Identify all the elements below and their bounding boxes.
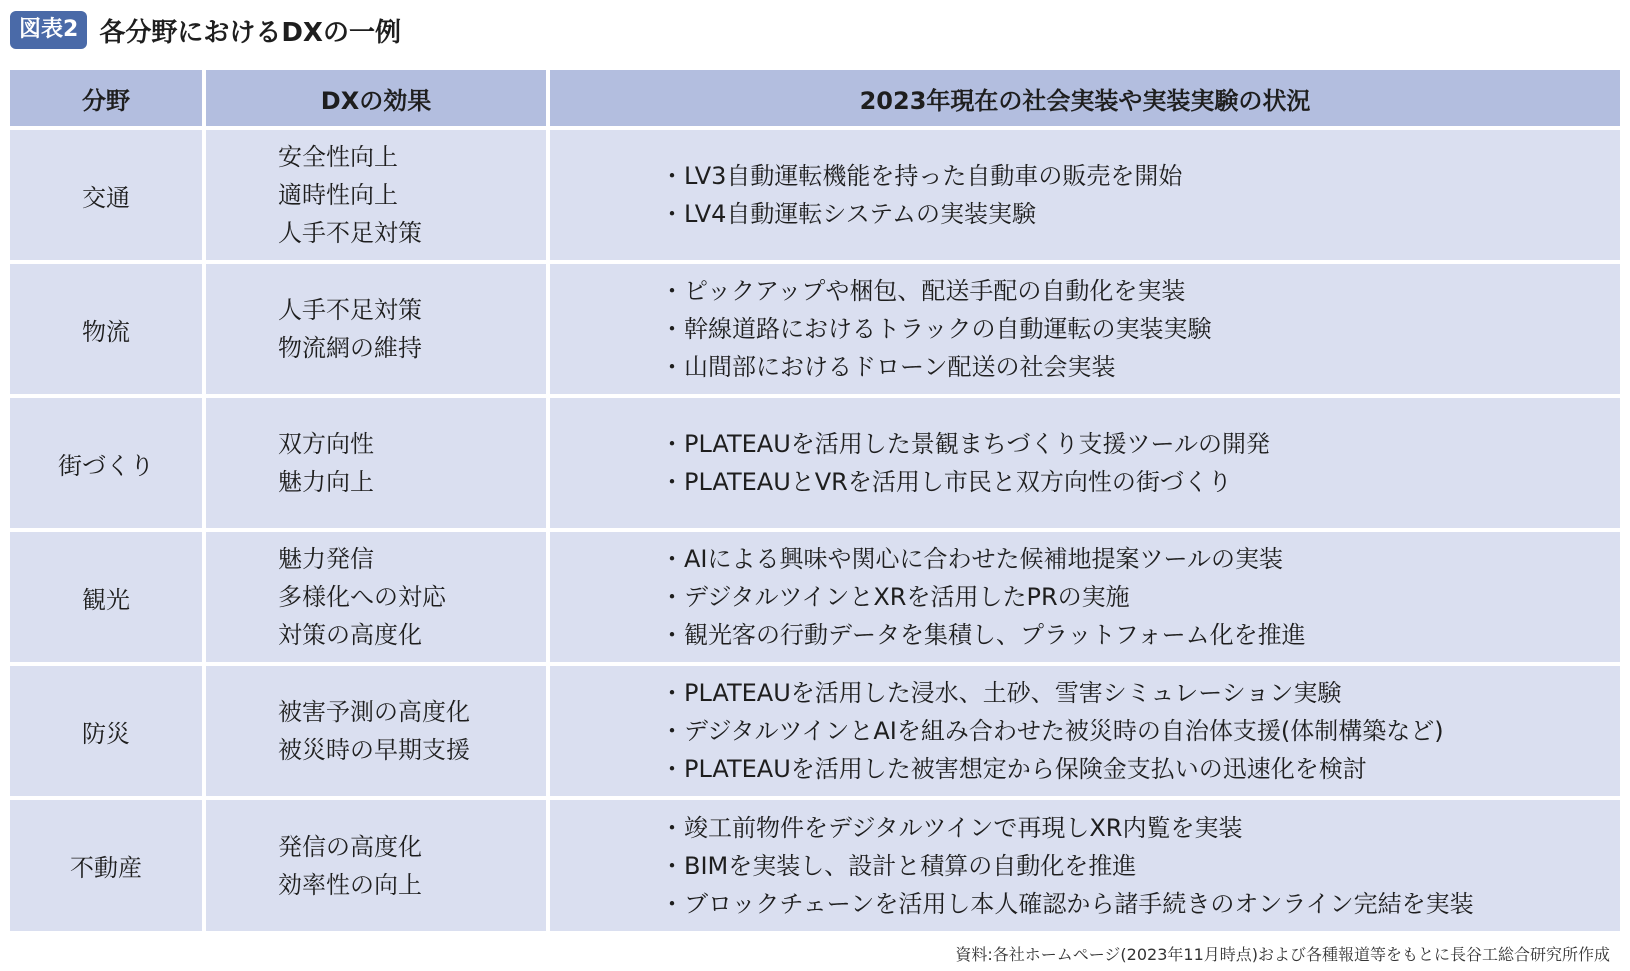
table-row bbox=[10, 532, 1620, 666]
field-cell: 物流 bbox=[10, 264, 206, 398]
status-item: ・ピックアップや梱包、配送手配の自動化を実装 bbox=[660, 277, 1186, 305]
status-cell bbox=[550, 800, 1620, 931]
status-cell bbox=[550, 666, 1620, 800]
status-item: ・ブロックチェーンを活用し本人確認から諸手続きのオンライン完結を実装 bbox=[660, 889, 1474, 918]
header-field: 分野 bbox=[10, 70, 206, 130]
table-row bbox=[10, 398, 1620, 532]
status-item: ・BIMを実装し、設計と積算の自動化を推進 bbox=[660, 851, 1137, 880]
header-status: 2023年現在の社会実装や実装実験の状況 bbox=[550, 70, 1620, 130]
table-row bbox=[10, 666, 1620, 800]
status-item: ・LV3自動運転機能を持った自動車の販売を開始 bbox=[660, 162, 1183, 190]
field-cell: 防災 bbox=[10, 666, 206, 800]
effects-cell bbox=[206, 532, 550, 666]
dx-table bbox=[10, 70, 1620, 931]
effect-item: 物流網の維持 bbox=[278, 334, 422, 362]
table-row bbox=[10, 800, 1620, 931]
status-item: ・PLATEAUを活用した被害想定から保険金支払いの迅速化を検討 bbox=[660, 755, 1367, 783]
effect-item: 人手不足対策 bbox=[278, 296, 422, 324]
field-cell: 不動産 bbox=[10, 800, 206, 931]
effect-item: 被災時の早期支援 bbox=[278, 736, 470, 764]
effects-cell bbox=[206, 800, 550, 931]
status-cell bbox=[550, 264, 1620, 398]
effects-cell bbox=[206, 130, 550, 264]
effect-item: 魅力発信 bbox=[278, 545, 374, 573]
table-row bbox=[10, 130, 1620, 264]
status-item: ・幹線道路におけるトラックの自動運転の実装実験 bbox=[660, 315, 1212, 343]
status-item: ・デジタルツインとXRを活用したPRの実施 bbox=[660, 583, 1130, 611]
status-cell bbox=[550, 532, 1620, 666]
status-item: ・LV4自動運転システムの実装実験 bbox=[660, 200, 1037, 228]
status-item: ・AIによる興味や関心に合わせた候補地提案ツールの実装 bbox=[660, 545, 1284, 573]
effect-item: 被害予測の高度化 bbox=[278, 698, 470, 726]
effects-cell bbox=[206, 264, 550, 398]
effects-cell bbox=[206, 666, 550, 800]
figure-title: 各分野におけるDXの一例 bbox=[99, 17, 401, 48]
table-row bbox=[10, 264, 1620, 398]
figure-badge: 図表2 bbox=[10, 11, 87, 49]
effect-item: 安全性向上 bbox=[278, 143, 398, 171]
status-item: ・観光客の行動データを集積し、プラットフォーム化を推進 bbox=[660, 621, 1306, 649]
effect-item: 人手不足対策 bbox=[278, 219, 422, 247]
effect-item: 効率性の向上 bbox=[278, 870, 422, 899]
effect-item: 発信の高度化 bbox=[278, 832, 422, 861]
header-effects: DXの効果 bbox=[206, 70, 550, 130]
effect-item: 多様化への対応 bbox=[278, 583, 446, 611]
status-item: ・PLATEAUを活用した景観まちづくり支援ツールの開発 bbox=[660, 430, 1271, 458]
status-item: ・PLATEAUとVRを活用し市民と双方向性の街づくり bbox=[660, 468, 1232, 496]
status-item: ・PLATEAUを活用した浸水、土砂、雪害シミュレーション実験 bbox=[660, 679, 1342, 707]
status-item: ・デジタルツインとAIを組み合わせた被災時の自治体支援(体制構築など) bbox=[660, 717, 1444, 745]
table-body bbox=[10, 130, 1620, 931]
status-cell bbox=[550, 398, 1620, 532]
figure-title-row bbox=[10, 10, 401, 50]
table-header-row bbox=[10, 70, 1620, 130]
effect-item: 適時性向上 bbox=[278, 181, 398, 209]
status-item: ・山間部におけるドローン配送の社会実装 bbox=[660, 353, 1116, 381]
field-cell: 観光 bbox=[10, 532, 206, 666]
field-cell: 交通 bbox=[10, 130, 206, 264]
effect-item: 対策の高度化 bbox=[278, 621, 422, 649]
source-note: 資料:各社ホームページ(2023年11月時点)および各種報道等をもとに長谷工総合研究所作成 bbox=[955, 945, 1610, 964]
effect-item: 魅力向上 bbox=[278, 468, 374, 496]
status-cell bbox=[550, 130, 1620, 264]
effects-cell bbox=[206, 398, 550, 532]
field-cell: 街づくり bbox=[10, 398, 206, 532]
effect-item: 双方向性 bbox=[278, 430, 374, 458]
status-item: ・竣工前物件をデジタルツインで再現しXR内覧を実装 bbox=[660, 813, 1243, 842]
